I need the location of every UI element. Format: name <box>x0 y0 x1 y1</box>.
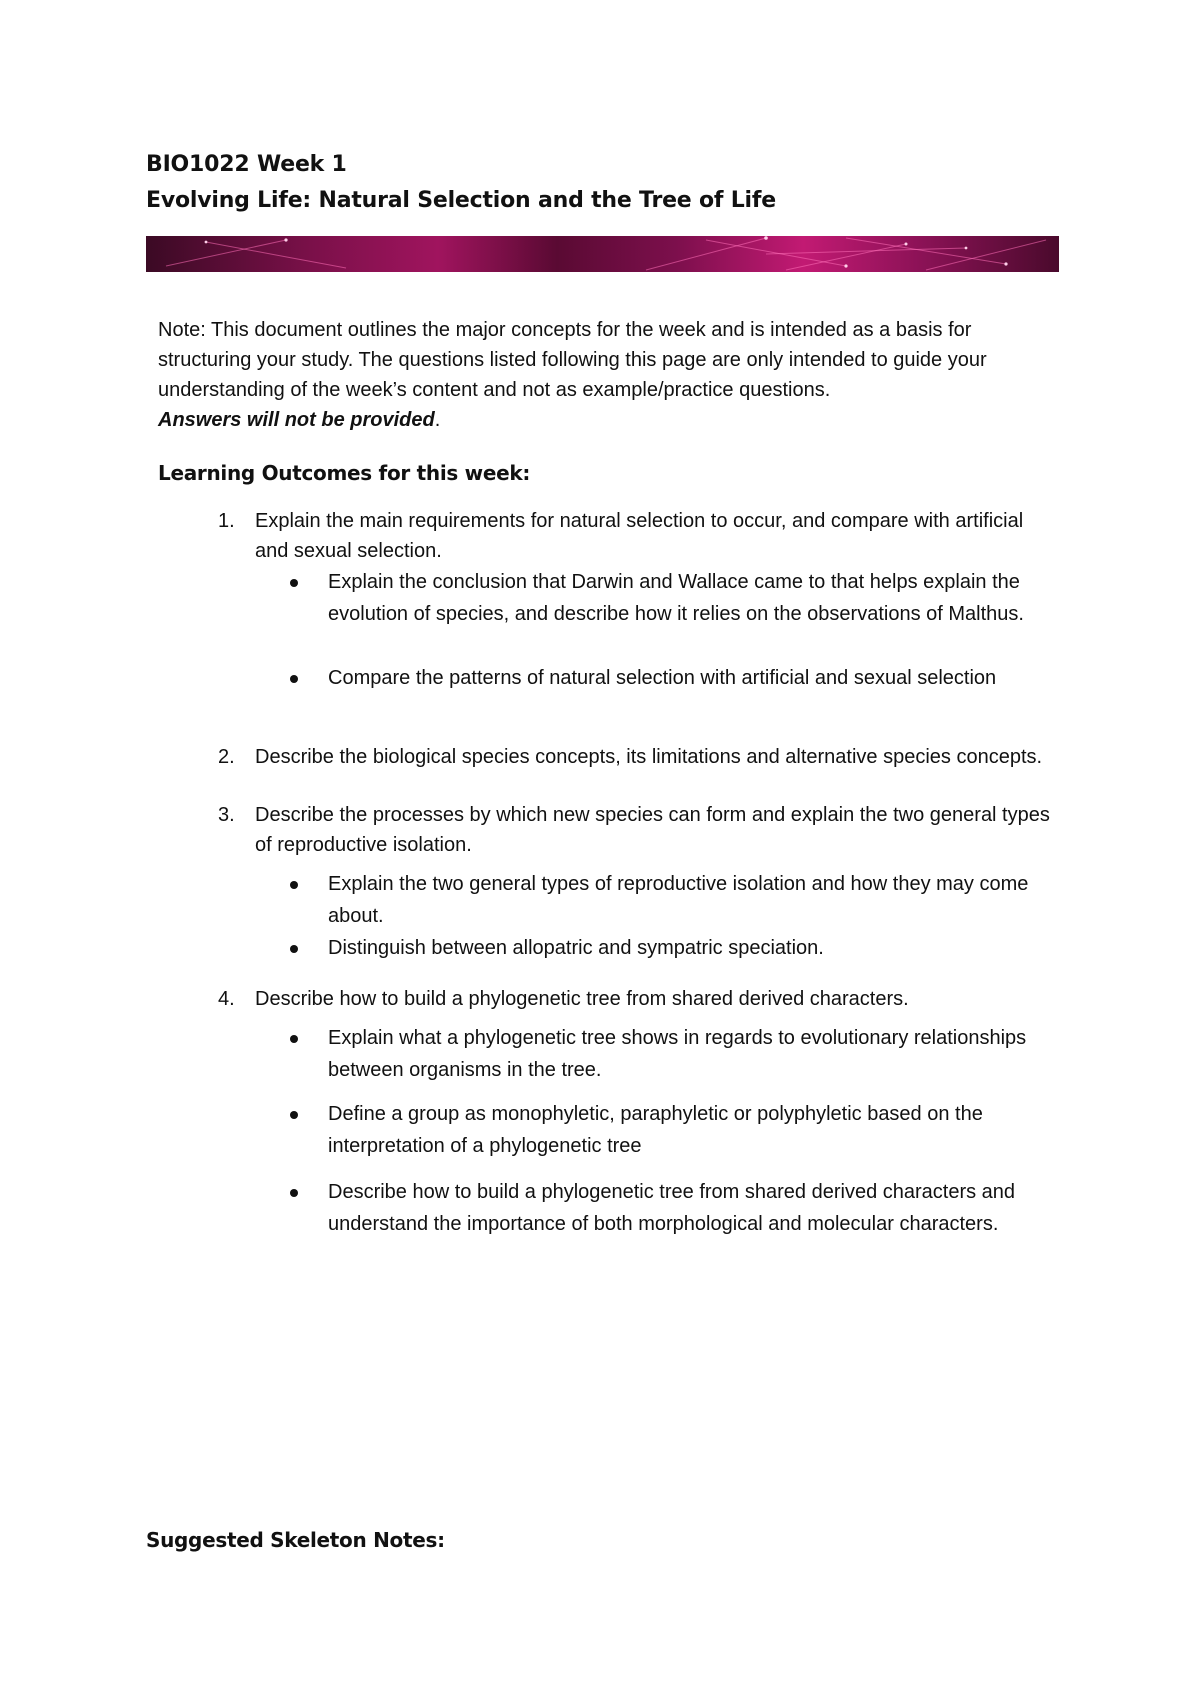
outcome-1-bullet-2 <box>290 662 1070 694</box>
outcome-text: Describe the biological species concepts, its limitations and alternative species concepts. <box>255 746 1043 768</box>
bullet-icon <box>290 1189 298 1197</box>
bullet-text: Describe how to build a phylogenetic tree from shared derived characters and understand the importance of both morphological and molecular characters. <box>328 1181 1016 1235</box>
outcome-text: Describe the processes by which new species can form and explain the two general types of reproductive isolation. <box>255 804 1050 856</box>
network-pattern-graphic <box>146 236 1059 272</box>
outcome-item-3 <box>218 800 1058 860</box>
outcome-1-bullet-1 <box>290 566 1070 630</box>
note-text: Note: This document outlines the major concepts for the week and is intended as a basis for structuring your study. The questions listed following this page are only intended to guide your understanding of the week’s content and not as example/practice questions. <box>158 319 987 401</box>
outcome-number: 3. <box>218 804 235 826</box>
bullet-text: Explain the conclusion that Darwin and Wallace came to that helps explain the evolution of species, and describe how it relies on the observations of Malthus. <box>328 571 1024 625</box>
bullet-text: Define a group as monophyletic, paraphyletic or polyphyletic based on the interpretation of a phylogenetic tree <box>328 1103 983 1157</box>
decorative-banner <box>146 236 1059 272</box>
course-title: BIO1022 Week 1 <box>146 152 347 177</box>
outcome-3-bullet-2 <box>290 932 1070 964</box>
outcome-text: Explain the main requirements for natural selection to occur, and compare with artificial and sexual selection. <box>255 510 1024 562</box>
outcome-4-bullet-2 <box>290 1098 1070 1162</box>
answers-disclaimer: Answers will not be provided <box>158 409 435 431</box>
outcome-4-bullet-3 <box>290 1176 1070 1240</box>
bullet-icon <box>290 579 298 587</box>
outcome-4-bullet-1 <box>290 1022 1070 1086</box>
bullet-icon <box>290 1111 298 1119</box>
bullet-text: Explain what a phylogenetic tree shows in regards to evolutionary relationships between organisms in the tree. <box>328 1027 1027 1081</box>
study-note <box>158 315 1058 435</box>
bullet-icon <box>290 675 298 683</box>
outcome-number: 4. <box>218 988 235 1010</box>
outcome-3-bullet-1 <box>290 868 1070 932</box>
bullet-text: Explain the two general types of reproductive isolation and how they may come about. <box>328 873 1029 927</box>
answers-disclaimer-period: . <box>434 409 441 431</box>
outcome-item-2 <box>218 742 1058 772</box>
bullet-icon <box>290 1035 298 1043</box>
bullet-text: Distinguish between allopatric and sympatric speciation. <box>328 937 824 959</box>
learning-outcomes-heading: Learning Outcomes for this week: <box>158 461 531 485</box>
skeleton-notes-heading: Suggested Skeleton Notes: <box>146 1528 445 1552</box>
outcome-item-1 <box>218 506 1058 566</box>
week-topic-title: Evolving Life: Natural Selection and the Tree of Life <box>146 188 776 213</box>
bullet-icon <box>290 945 298 953</box>
outcome-item-4 <box>218 984 1058 1014</box>
outcome-text: Describe how to build a phylogenetic tree from shared derived characters. <box>255 988 909 1010</box>
bullet-icon <box>290 881 298 889</box>
outcome-number: 1. <box>218 510 235 532</box>
bullet-text: Compare the patterns of natural selection with artificial and sexual selection <box>328 667 997 689</box>
outcome-number: 2. <box>218 746 235 768</box>
